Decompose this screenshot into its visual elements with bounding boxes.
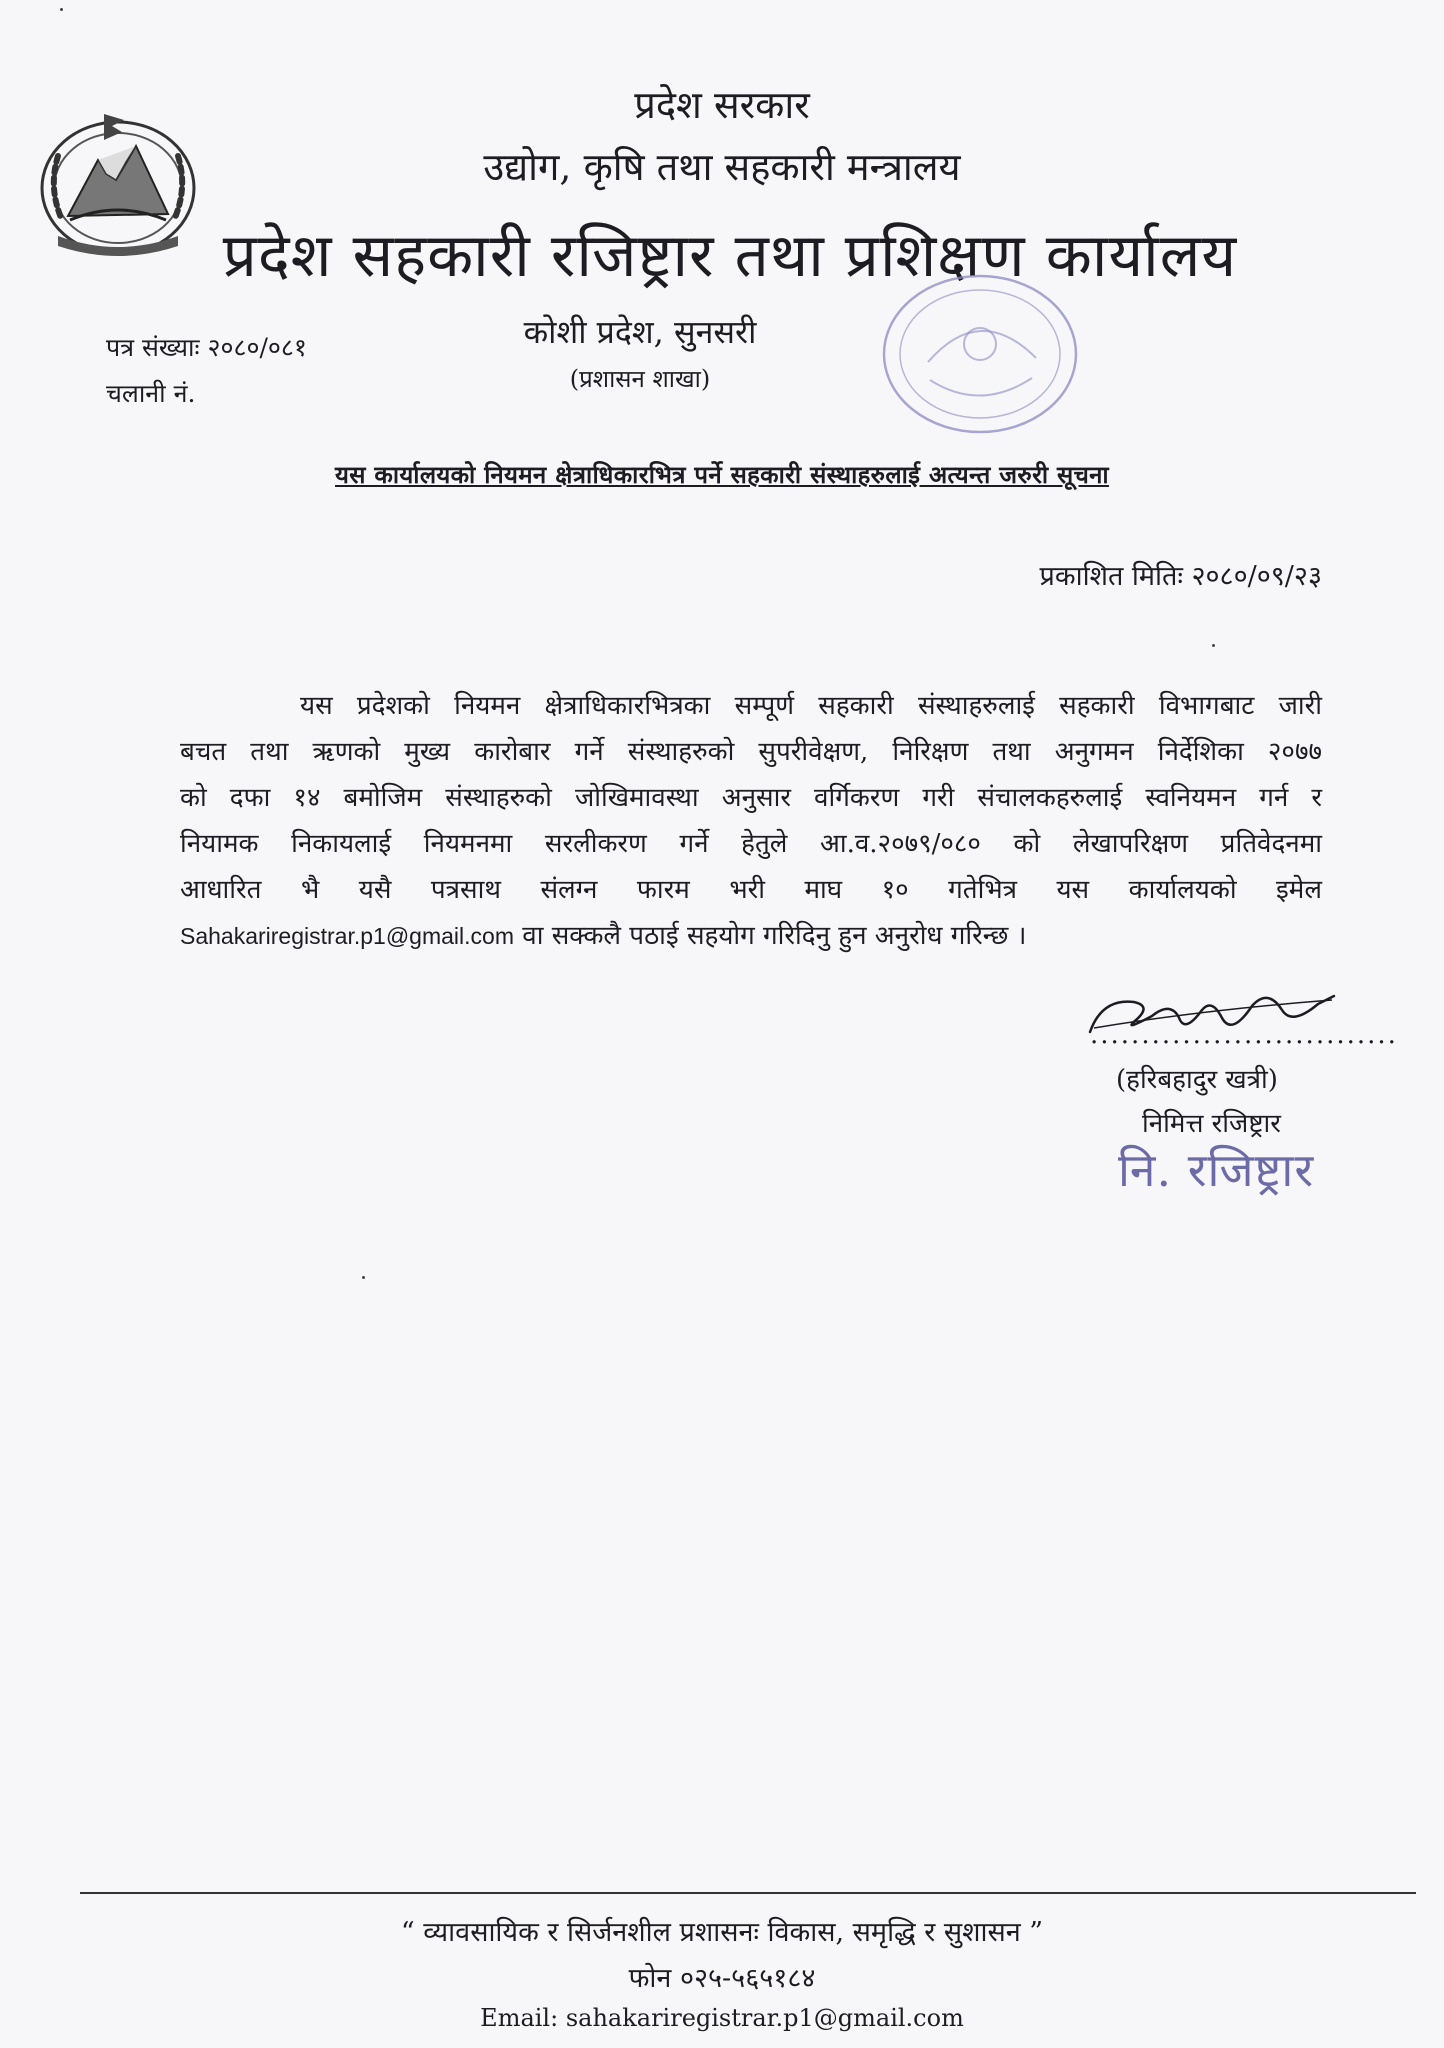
footer-divider — [80, 1892, 1416, 1894]
body-line-3: को दफा १४ बमोजिम संस्थाहरुको जोखिमावस्था अनुसार वर्गिकरण गरी संचालकहरुलाई स्वनियमन गर्न र — [180, 783, 1322, 813]
letter-number: पत्र संख्याः २०८०/०८१ — [106, 333, 307, 362]
published-date: प्रकाशित मितिः २०८०/०९/२३ — [1039, 561, 1322, 592]
body-line-6-text: वा सक्कलै पठाई सहयोग गरिदिनु हुन अनुरोध गरिन्छ । — [513, 921, 1027, 951]
header-government: प्रदेश सरकार — [634, 83, 810, 127]
body-line-2: बचत तथा ऋणको मुख्य कारोबार गर्ने संस्थाहरुको सुपरीवेक्षण, निरिक्षण तथा अनुगमन निर्देशिका २०७७ — [180, 737, 1322, 767]
notice-subject: यस कार्यालयको नियमन क्षेत्राधिकारभित्र पर्ने सहकारी संस्थाहरुलाई अत्यन्त जरुरी सूचना — [335, 460, 1109, 489]
registrar-stamp: नि. रजिष्ट्रार — [1118, 1143, 1315, 1197]
header-office: प्रदेश सहकारी रजिष्ट्रार तथा प्रशिक्षण कार्यालय — [222, 221, 1238, 291]
office-seal-icon — [868, 262, 1088, 442]
signer-role: निमित्त रजिष्ट्रार — [1142, 1109, 1281, 1139]
header-address: कोशी प्रदेश, सुनसरी — [523, 313, 757, 351]
dispatch-number: चलानी नं. — [106, 379, 196, 408]
signer-name: (हरिबहादुर खत्री) — [1116, 1065, 1278, 1095]
footer-phone: फोन ०२५-५६५१८४ — [628, 1963, 816, 1994]
footer-motto: “ व्यावसायिक र सिर्जनशील प्रशासनः विकास, समृद्धि र सुशासन ” — [400, 1917, 1044, 1948]
body-line-5: आधारित भै यसै पत्रसाथ संलग्न फारम भरी माघ १० गतेभित्र यस कार्यालयको इमेल — [180, 875, 1322, 905]
footer-email[interactable]: Email: sahakariregistrar.p1@gmail.com — [480, 2004, 964, 2032]
body-line-1: यस प्रदेशको नियमन क्षेत्राधिकारभित्रका सम्पूर्ण सहकारी संस्थाहरुलाई सहकारी विभागबाट जारी — [300, 691, 1322, 721]
scan-speck — [1212, 644, 1215, 647]
scan-speck — [362, 1276, 365, 1279]
signature-line: .............................. — [1090, 1020, 1398, 1050]
body-email-link[interactable]: Sahakariregistrar.p1@gmail.com — [180, 923, 514, 949]
header-ministry: उद्योग, कृषि तथा सहकारी मन्त्रालय — [483, 145, 961, 189]
scan-speck — [60, 8, 63, 11]
body-line-6 — [180, 916, 1322, 952]
header-section: (प्रशासन शाखा) — [569, 365, 711, 393]
body-line-4: नियामक निकायलाई नियमनमा सरलीकरण गर्ने हेतुले आ.व.२०७९/०८० को लेखापरिक्षण प्रतिवेदनमा — [180, 829, 1322, 859]
